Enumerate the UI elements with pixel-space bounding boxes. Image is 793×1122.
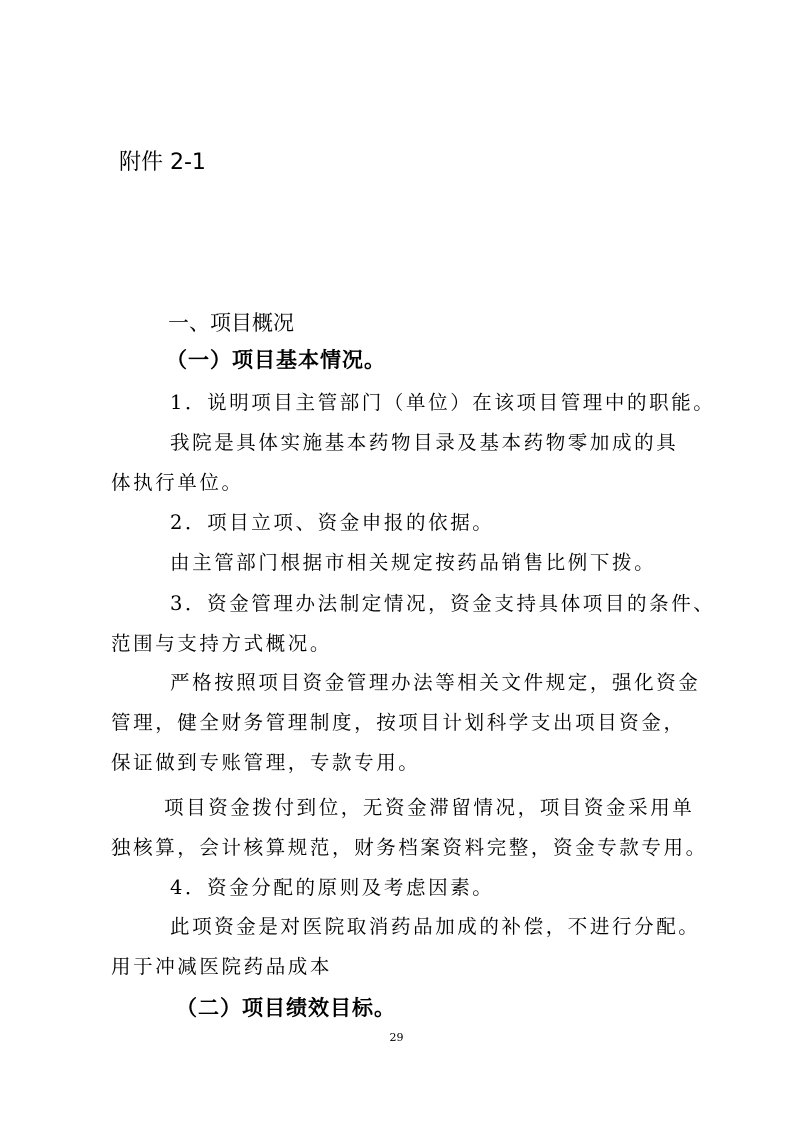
item-3-text-line-1: 严格按照项目资金管理办法等相关文件规定，强化资金: [170, 671, 701, 694]
item-1-text-line-1: 我院是具体实施基本药物目录及基本药物零加成的具: [170, 431, 679, 454]
item-3-text-line-5: 独核算，会计核算规范，财务档案资料完整，资金专款专用。: [111, 836, 708, 859]
section-heading-overview: 一、项目概况: [168, 311, 294, 335]
item-3-heading-line-1: 3．资金管理办法制定情况，资金支持具体项目的条件、: [170, 592, 716, 615]
item-4-heading: 4．资金分配的原则及考虑因素。: [170, 876, 495, 899]
subsection-heading-basic-info: （一）项目基本情况。: [166, 347, 386, 372]
attachment-label: 附件 2-1: [119, 150, 206, 175]
item-3-heading-line-2: 范围与支持方式概况。: [111, 632, 333, 655]
item-4-text-line-2: 用于冲减医院药品成本: [111, 955, 333, 978]
page-number: 29: [389, 1031, 404, 1044]
item-2-heading: 2．项目立项、资金申报的依据。: [170, 511, 495, 534]
item-1-text-line-2: 体执行单位。: [111, 471, 244, 494]
item-4-text-line-1: 此项资金是对医院取消药品加成的补偿，不进行分配。: [170, 915, 701, 938]
item-3-text-line-2: 管理，健全财务管理制度，按项目计划科学支出项目资金，: [111, 711, 686, 734]
subsection-heading-performance-goals: （二）项目绩效目标。: [176, 995, 396, 1020]
item-2-text: 由主管部门根据市相关规定按药品销售比例下拨。: [170, 551, 657, 574]
item-3-text-line-4: 项目资金拨付到位，无资金滞留情况，项目资金采用单: [164, 796, 695, 819]
item-1-heading: 1．说明项目主管部门（单位）在该项目管理中的职能。: [170, 391, 716, 414]
item-3-text-line-3: 保证做到专账管理，专款专用。: [111, 751, 421, 774]
